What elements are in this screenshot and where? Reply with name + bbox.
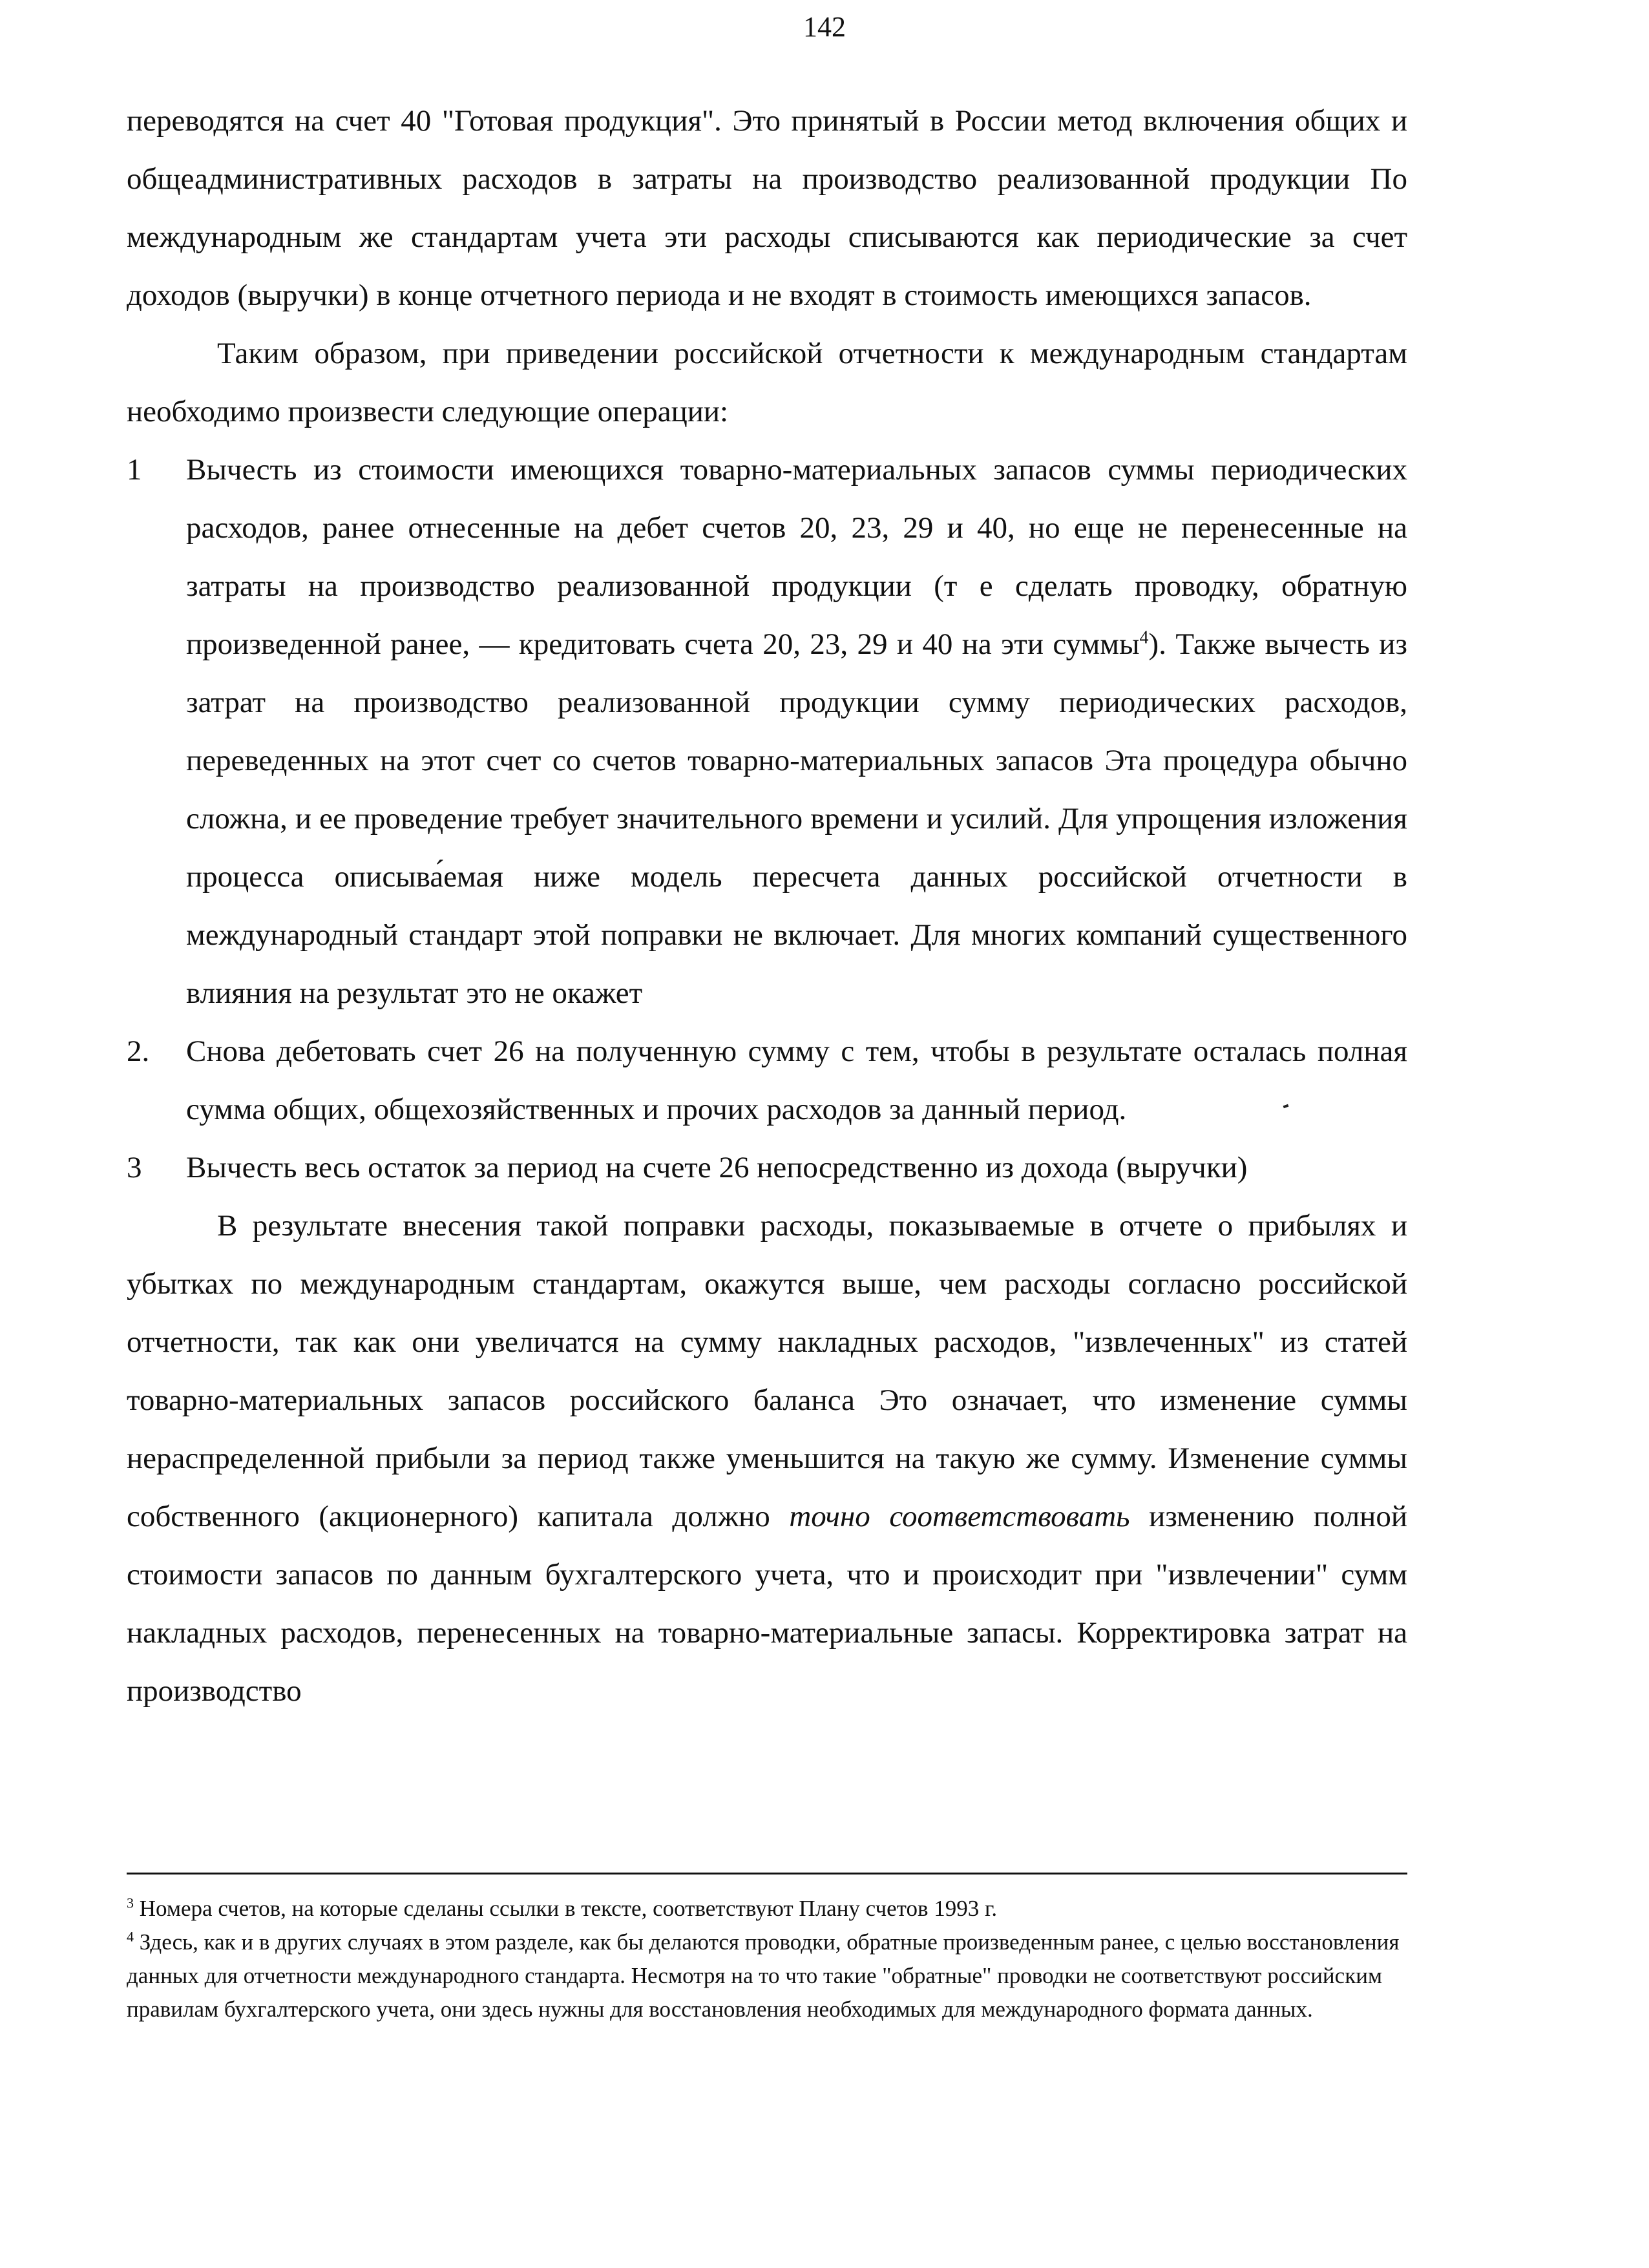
paragraph-intro-operations: Таким образом, при приведении российской отчетности к международным стандартам необходимо произвести следующие операции: <box>127 337 1407 428</box>
emphasis-text: точно соответствовать <box>789 1500 1130 1533</box>
list-item-3 <box>127 1139 1407 1197</box>
footnotes <box>127 1892 1407 2026</box>
list-number: 2. <box>127 1034 150 1068</box>
page-number: 142 <box>803 11 846 43</box>
list-item-2 <box>127 1022 1407 1139</box>
list-text: Вычесть весь остаток за период на счете 26 непосредственно из дохода (выручки) <box>186 1151 1248 1184</box>
paragraph-text-part: В результате внесения такой поправки расходы, показываемые в отчете о прибылях и убытках по международным стандартам, окажутся выше, чем расходы согласно российской отчетности, так как они увеличатся на сумму накладных расходов, "извлеченных" из статей товарно-материальных запасов российского баланса Это означает, что изменение суммы нераспределенной прибыли за период также уменьшится на такую же сумму. Изменение суммы собственного (акционерного) капитала должно <box>127 1209 1407 1533</box>
footnote-mark: 3 <box>127 1895 134 1911</box>
footnote-3 <box>127 1892 1407 1926</box>
list-text <box>186 441 1407 1022</box>
main-text <box>127 92 1407 1720</box>
footnote-text: Номера счетов, на которые сделаны ссылки в тексте, соответствуют Плану счетов 1993 г. <box>139 1896 998 1921</box>
paragraph-continuation: переводятся на счет 40 "Готовая продукция". Это принятый в России метод включения общих и общеадминистративных расходов в затраты на производство реализованной продукции По международным же стандартам учета эти расходы списываются как периодические за счет доходов (выручки) в конце отчетного периода и не входят в стоимость имеющихся запасов. <box>127 104 1407 312</box>
paragraph-result <box>127 1197 1407 1720</box>
footnote-4 <box>127 1926 1407 2026</box>
list-number: 1 <box>127 453 142 487</box>
list-number: 3 <box>127 1151 142 1184</box>
list-text-part: Вычесть из стоимости имеющихся товарно-материальных запасов суммы периодических расходов, ранее отнесенные на дебет счетов 20, 23, 29 и 40, но еще не перенесенные на затраты на производство реализованной продукции (т е сделать проводку, обратную произведенной ранее, — кредитовать счета 20, 23, 29 и 40 на эти суммы <box>186 453 1407 661</box>
footnote-divider <box>127 1873 1407 1874</box>
footnote-mark: 4 <box>127 1928 134 1945</box>
paragraph-text-part: изменению полной стоимости запасов по данным бухгалтерского учета, что и происходит при "извлечении" сумм накладных расходов, перенесенных на товарно-материальные запасы. Корректировка затрат на производство <box>127 1500 1407 1708</box>
footnote-reference: 4 <box>1139 627 1149 648</box>
list-text-part: ). Также вычесть из затрат на производство реализованной продукции сумму периодических расходов, переведенных на этот счет со счетов товарно-материальных запасов Эта процедура обычно сложна, и ее проведение требует значительного времени и усилий. Для упрощения изложения процесса описыва́емая ниже модель пересчета данных российской отчетности в международный стандарт этой поправки не включает. Для многих компаний существенного влияния на результат это не окажет <box>186 627 1407 1010</box>
list-item-1 <box>127 441 1407 1022</box>
footnote-text: Здесь, как и в других случаях в этом разделе, как бы делаются проводки, обратные произведенным ранее, с целью восстановления данных для отчетности международного стандарта. Несмотря на то что такие "обратные" проводки не соответствуют российским правилам бухгалтерского учета, они здесь нужны для восстановления необходимых для международного формата данных. <box>127 1929 1400 2022</box>
list-text: Снова дебетовать счет 26 на полученную сумму с тем, чтобы в результате осталась полная сумма общих, общехозяйственных и прочих расходов за данный период. <box>186 1034 1407 1126</box>
